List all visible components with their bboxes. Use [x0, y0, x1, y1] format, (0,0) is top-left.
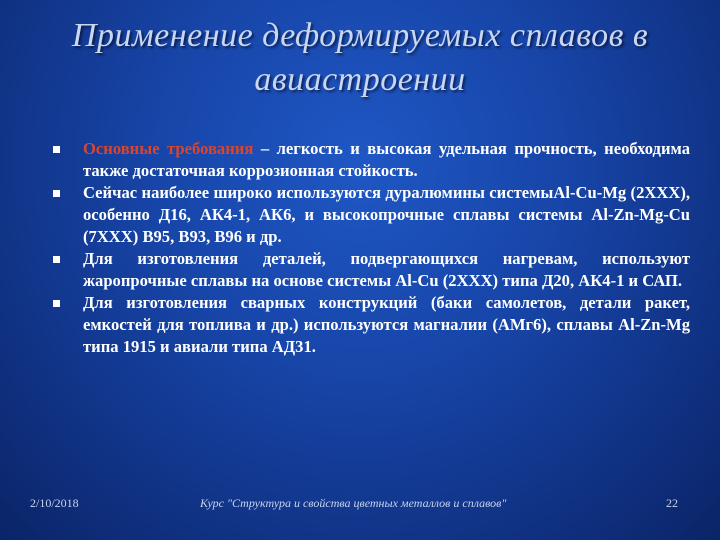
bullet-text: – легкость и высокая удельная прочность, необходима также достаточная коррозионная стойкость.	[83, 139, 690, 180]
footer-course-title: Курс "Структура и свойства цветных металлов и сплавов"	[200, 496, 507, 510]
bullet-item-duralumins	[48, 182, 690, 248]
square-bullet-icon	[53, 300, 60, 307]
footer-date: 2/10/2018	[30, 496, 79, 510]
bullet-list	[48, 138, 690, 358]
slide-title-line-1: Применение деформируемых сплавов в	[71, 17, 649, 54]
bullet-item-requirements	[48, 138, 690, 182]
square-bullet-icon	[53, 190, 60, 197]
bullet-text: Сейчас наиболее широко используются дуралюмины системыAl-Cu-Mg (2XXX), особенно Д16, АК4-1, АК6, и высокопрочные сплавы системы Al-Zn-Mg-Cu (7XXX) В95, В93, В96 и др.	[83, 183, 690, 246]
bullet-item-welded	[48, 292, 690, 358]
slide-number: 22	[666, 496, 678, 510]
bullet-text: Для изготовления сварных конструкций (баки самолетов, детали ракет, емкостей для топлива и др.) используются магналии (АМг6), сплавы Al-Zn-Mg типа 1915 и авиали типа АД31.	[83, 293, 690, 356]
slide-title-line-2: авиастроении	[254, 61, 466, 98]
bullet-text: Для изготовления деталей, подвергающихся нагревам, используют жаропрочные сплавы на основе системы Al-Cu (2XXX) типа Д20, АК4-1 и САП.	[83, 249, 690, 290]
bullet-item-heat-resistant	[48, 248, 690, 292]
bullet-highlight: Основные требования	[83, 139, 254, 158]
slide-title	[40, 14, 680, 102]
slide-footer	[0, 496, 720, 516]
square-bullet-icon	[53, 256, 60, 263]
square-bullet-icon	[53, 146, 60, 153]
